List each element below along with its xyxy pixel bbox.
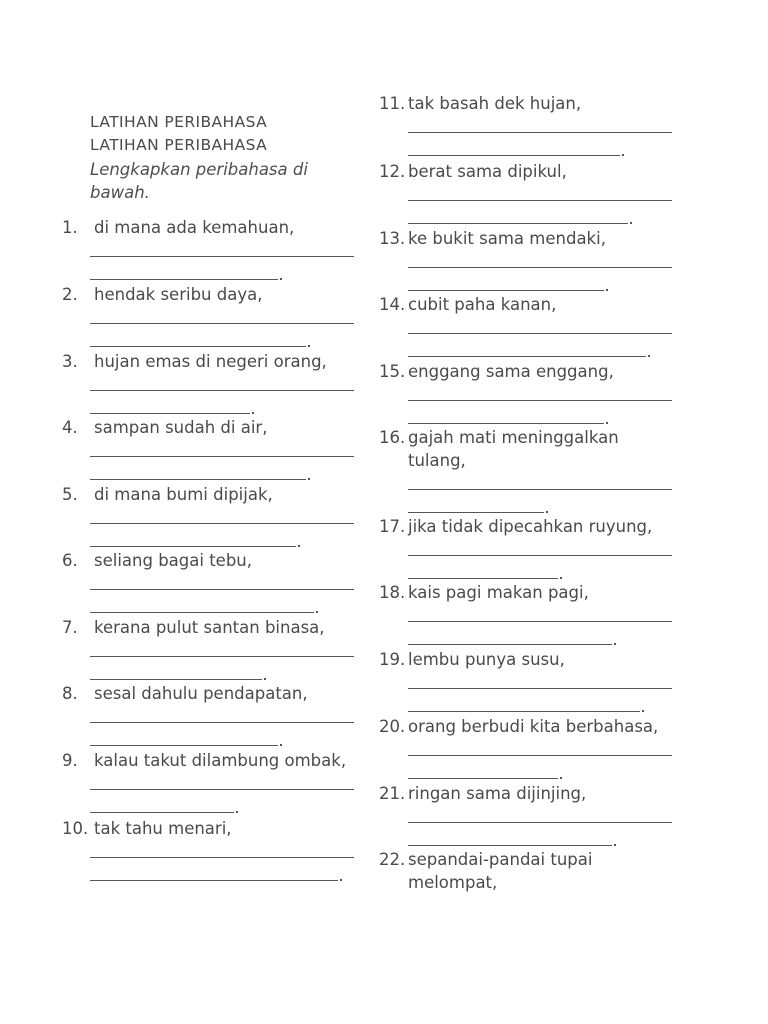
answer-blank-line[interactable]: [90, 656, 354, 657]
answer-blank-line[interactable]: [408, 845, 612, 846]
period-mark: [280, 278, 282, 280]
answer-blank-line[interactable]: [90, 346, 306, 347]
period-mark: [606, 422, 608, 424]
answer-blank-line[interactable]: [90, 456, 354, 457]
proverb-text: lembu punya susu,: [408, 650, 565, 669]
item-number: 10.: [62, 819, 89, 838]
proverb-text: hujan emas di negeri orang,: [94, 352, 327, 371]
answer-blank-line[interactable]: [90, 722, 354, 723]
proverb-text: enggang sama enggang,: [408, 362, 614, 381]
answer-blank-line[interactable]: [408, 512, 544, 513]
answer-blank-line[interactable]: [90, 589, 354, 590]
answer-blank-line[interactable]: [90, 256, 354, 257]
item-number: 4.: [62, 418, 78, 437]
answer-blank-line[interactable]: [90, 745, 278, 746]
item-number: 22.: [379, 850, 406, 869]
period-mark: [622, 154, 624, 156]
period-mark: [280, 744, 282, 746]
item-number: 11.: [379, 94, 406, 113]
answer-blank-line[interactable]: [90, 679, 262, 680]
item-number: 8.: [62, 684, 78, 703]
answer-blank-line[interactable]: [90, 812, 234, 813]
answer-blank-line[interactable]: [408, 489, 672, 490]
period-mark: [308, 345, 310, 347]
answer-blank-line[interactable]: [90, 612, 314, 613]
proverb-text: di mana bumi dipijak,: [94, 485, 273, 504]
proverb-text-continued: tulang,: [408, 451, 466, 470]
answer-blank-line[interactable]: [408, 621, 672, 622]
proverb-text: ke bukit sama mendaki,: [408, 229, 606, 248]
answer-blank-line[interactable]: [408, 400, 672, 401]
page-subtitle: LATIHAN PERIBAHASA: [90, 136, 268, 154]
item-number: 21.: [379, 784, 406, 803]
period-mark: [316, 611, 318, 613]
answer-blank-line[interactable]: [408, 267, 672, 268]
item-number: 3.: [62, 352, 78, 371]
period-mark: [606, 289, 608, 291]
answer-blank-line[interactable]: [408, 778, 558, 779]
item-number: 9.: [62, 751, 78, 770]
item-number: 13.: [379, 229, 406, 248]
period-mark: [298, 545, 300, 547]
period-mark: [560, 777, 562, 779]
item-number: 14.: [379, 295, 406, 314]
answer-blank-line[interactable]: [408, 555, 672, 556]
period-mark: [546, 511, 548, 513]
proverb-text: tak basah dek hujan,: [408, 94, 582, 113]
item-number: 7.: [62, 618, 78, 637]
item-number: 17.: [379, 517, 406, 536]
proverb-text-continued: melompat,: [408, 873, 498, 892]
answer-blank-line[interactable]: [90, 789, 354, 790]
item-number: 20.: [379, 717, 406, 736]
proverb-text: seliang bagai tebu,: [94, 551, 252, 570]
period-mark: [630, 222, 632, 224]
proverb-text: gajah mati meninggalkan: [408, 428, 619, 447]
proverb-text: sampan sudah di air,: [94, 418, 268, 437]
item-number: 19.: [379, 650, 406, 669]
answer-blank-line[interactable]: [408, 711, 640, 712]
item-number: 16.: [379, 428, 406, 447]
item-number: 12.: [379, 162, 406, 181]
period-mark: [560, 577, 562, 579]
proverb-text: kerana pulut santan binasa,: [94, 618, 325, 637]
period-mark: [614, 844, 616, 846]
period-mark: [308, 478, 310, 480]
answer-blank-line[interactable]: [408, 356, 646, 357]
answer-blank-line[interactable]: [408, 132, 672, 133]
answer-blank-line[interactable]: [90, 857, 354, 858]
proverb-text: di mana ada kemahuan,: [94, 218, 295, 237]
answer-blank-line[interactable]: [408, 200, 672, 201]
proverb-text: orang berbudi kita berbahasa,: [408, 717, 659, 736]
answer-blank-line[interactable]: [90, 279, 278, 280]
proverb-text: tak tahu menari,: [94, 819, 232, 838]
proverb-text: sepandai-pandai tupai: [408, 850, 593, 869]
answer-blank-line[interactable]: [90, 880, 338, 881]
period-mark: [648, 355, 650, 357]
proverb-text: hendak seribu daya,: [94, 285, 263, 304]
answer-blank-line[interactable]: [408, 578, 558, 579]
answer-blank-line[interactable]: [408, 423, 604, 424]
answer-blank-line[interactable]: [408, 333, 672, 334]
period-mark: [236, 811, 238, 813]
answer-blank-line[interactable]: [408, 822, 672, 823]
item-number: 2.: [62, 285, 78, 304]
instruction-text: Lengkapkan peribahasa di bawah.: [90, 160, 308, 202]
proverb-text: berat sama dipikul,: [408, 162, 567, 181]
answer-blank-line[interactable]: [408, 644, 612, 645]
answer-blank-line[interactable]: [408, 223, 628, 224]
page-title: LATIHAN PERIBAHASA: [90, 113, 268, 131]
answer-blank-line[interactable]: [90, 546, 296, 547]
proverb-text: sesal dahulu pendapatan,: [94, 684, 308, 703]
proverb-text: ringan sama dijinjing,: [408, 784, 587, 803]
period-mark: [264, 678, 266, 680]
answer-blank-line[interactable]: [90, 390, 354, 391]
answer-blank-line[interactable]: [408, 688, 672, 689]
item-number: 18.: [379, 583, 406, 602]
proverb-text: cubit paha kanan,: [408, 295, 557, 314]
period-mark: [614, 643, 616, 645]
period-mark: [252, 412, 254, 414]
period-mark: [642, 710, 644, 712]
proverb-text: kalau takut dilambung ombak,: [94, 751, 347, 770]
answer-blank-line[interactable]: [90, 413, 250, 414]
answer-blank-line[interactable]: [408, 155, 620, 156]
answer-blank-line[interactable]: [90, 323, 354, 324]
answer-blank-line[interactable]: [90, 523, 354, 524]
answer-blank-line[interactable]: [408, 755, 672, 756]
period-mark: [340, 879, 342, 881]
proverb-text: jika tidak dipecahkan ruyung,: [408, 517, 653, 536]
item-number: 6.: [62, 551, 78, 570]
answer-blank-line[interactable]: [90, 479, 306, 480]
item-number: 5.: [62, 485, 78, 504]
proverb-text: kais pagi makan pagi,: [408, 583, 589, 602]
item-number: 15.: [379, 362, 406, 381]
item-number: 1.: [62, 218, 78, 237]
answer-blank-line[interactable]: [408, 290, 604, 291]
